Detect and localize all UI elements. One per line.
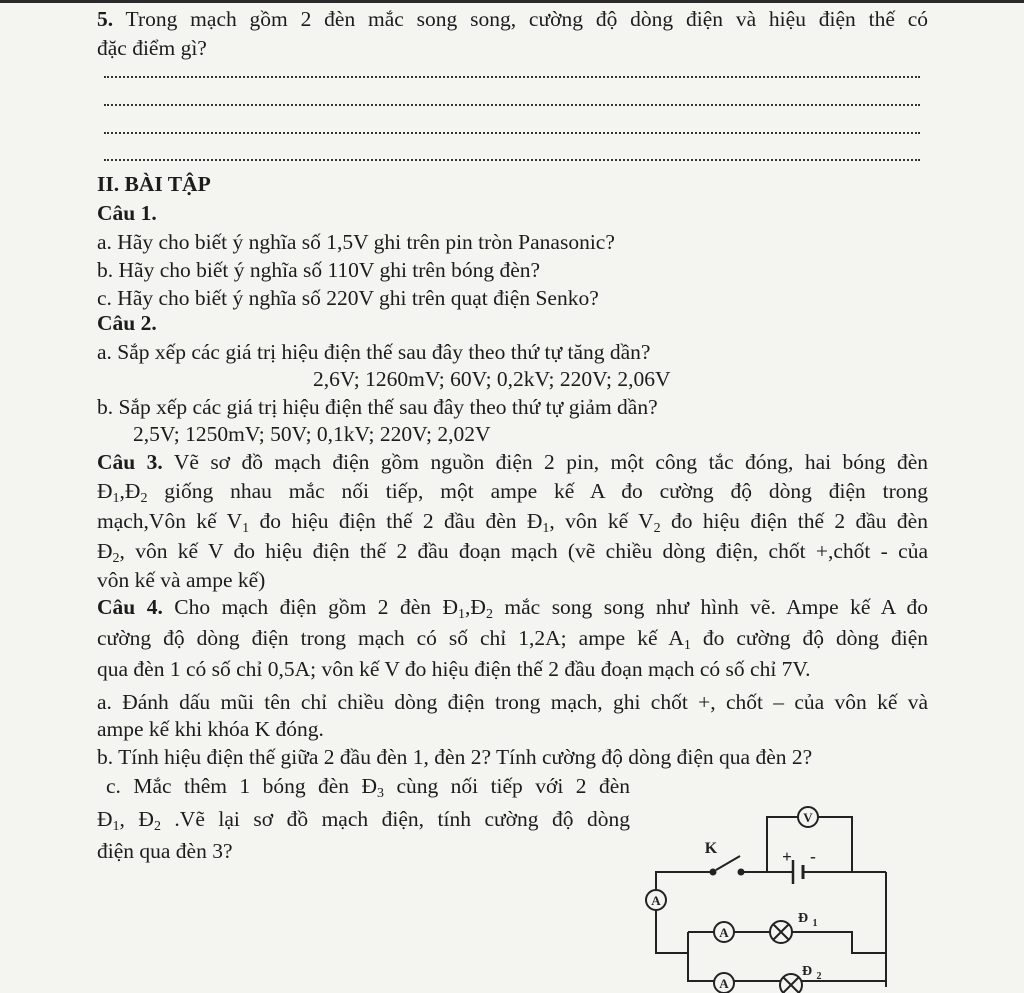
switch-label: K <box>704 840 718 857</box>
cau1-a: a. Hãy cho biết ý nghĩa số 1,5V ghi trên pin tròn Panasonic? <box>97 230 615 254</box>
cau1-c: c. Hãy cho biết ý nghĩa số 220V ghi trên quạt điện Senko? <box>97 286 599 310</box>
ammeter-label: A <box>651 893 661 908</box>
cau4-title: Câu 4. <box>97 595 163 619</box>
cau2-a-values: 2,6V; 1260mV; 60V; 0,2kV; 220V; 2,06V <box>313 367 671 391</box>
ammeter1-label: A <box>719 925 729 940</box>
cau4-line-1: Câu 4. Cho mạch điện gồm 2 đèn $Đ_1,Đ_2$ mắc song song như hình vẽ. Ampe kế A đo <box>97 595 928 622</box>
battery-plus-label: + <box>782 847 792 866</box>
cau4-line-3: qua đèn 1 có số chỉ 0,5A; vôn kế V đo hiệu điện thế 2 đầu đoạn mạch có số chỉ 7V. <box>97 657 811 681</box>
cau3-line-4: $Đ_2$, vôn kế V đo hiệu điện thế 2 đầu đoạn mạch (vẽ chiều dòng điện, chốt +,chốt - của <box>97 539 928 566</box>
cau2-title: Câu 2. <box>97 311 157 335</box>
cau3-line-5: vôn kế và ampe kế) <box>97 568 266 592</box>
main-left-bottom-wire <box>656 911 688 953</box>
answer-dotted-line <box>104 132 920 134</box>
cau3-line-3: mạch,Vôn kế $V_1$ đo hiệu điện thế 2 đầu đèn $Đ_1$, vôn kế $V_2$ đo hiệu điện thế 2 đầu đèn <box>97 509 928 536</box>
lamp2-cross-b <box>783 977 799 993</box>
cau4-c-line-2: $Đ_1$, $Đ_2$ .Vẽ lại sơ đồ mạch điện, tính cường độ dòng <box>97 807 630 834</box>
lamp1-cross-a <box>773 924 789 940</box>
ammeter-circle <box>646 890 666 910</box>
answer-dotted-line <box>104 76 920 78</box>
branch1-right-wire <box>792 932 886 953</box>
answer-dotted-line <box>104 104 920 106</box>
cau4-line-2: cường độ dòng điện trong mạch có số chỉ 1,2A; ampe kế $A_1$ đo cường độ dòng điện <box>97 626 928 653</box>
top-border <box>0 0 1024 3</box>
cau3-line-2: $Đ_1,Đ_2$ giống nhau mắc nối tiếp, một ampe kế A đo cường độ dòng điện trong <box>97 479 928 506</box>
cau3-title: Câu 3. <box>97 450 163 474</box>
lamp1-circle <box>770 921 792 943</box>
battery-minus-label: - <box>810 847 816 866</box>
cau3-line-1: Câu 3. Vẽ sơ đồ mạch điện gồm nguồn điện 2 pin, một công tắc đóng, hai bóng đèn <box>97 450 929 474</box>
cau1-b: b. Hãy cho biết ý nghĩa số 110V ghi trên bóng đèn? <box>97 258 541 282</box>
lamp2-label: Đ <box>801 964 813 979</box>
cau2-b: b. Sắp xếp các giá trị hiệu điện thế sau đây theo thứ tự giảm dần? <box>97 395 658 419</box>
main-left-top-wire <box>656 872 712 889</box>
switch-contact-right <box>738 869 745 876</box>
lamp1-cross-b <box>773 924 789 940</box>
q5-line-1: 5. Trong mạch gồm 2 đèn mắc song song, cường độ dòng điện và hiệu điện thế có <box>97 7 928 31</box>
voltmeter-circle <box>798 807 818 827</box>
cau4-c-line-3: điện qua đèn 3? <box>97 839 233 863</box>
lamp1-subscript: 1 <box>812 918 818 929</box>
ammeter2-label: A <box>719 976 729 991</box>
ammeter2-circle <box>714 973 734 993</box>
lamp2-circle <box>780 974 802 993</box>
lamp2-subscript: 2 <box>816 971 822 982</box>
answer-dotted-line <box>104 159 920 161</box>
section-title: II. BÀI TẬP <box>97 172 211 196</box>
cau2-a: a. Sắp xếp các giá trị hiệu điện thế sau đây theo thứ tự tăng dần? <box>97 340 651 364</box>
cau2-b-values: 2,5V; 1250mV; 50V; 0,1kV; 220V; 2,02V <box>133 422 491 446</box>
switch-contact-left <box>710 869 717 876</box>
ammeter1-circle <box>714 922 734 942</box>
lamp2-cross-a <box>783 977 799 993</box>
cau4-b: b. Tính hiệu điện thế giữa 2 đầu đèn 1, đèn 2? Tính cường độ dòng điện qua đèn 2? <box>97 745 813 769</box>
cau4-a-line-1: a. Đánh dấu mũi tên chỉ chiều dòng điện trong mạch, ghi chốt +, chốt – của vôn kế và <box>97 690 928 714</box>
q5-line-2: đặc điểm gì? <box>97 36 207 60</box>
branch2-left-wire <box>688 953 714 981</box>
cau1-title: Câu 1. <box>97 201 157 225</box>
lamp1-label: Đ <box>797 911 809 926</box>
cau4-c-line-1: c. Mắc thêm 1 bóng đèn $Đ_3$ cùng nối tiếp với 2 đèn <box>106 774 630 801</box>
voltmeter-label: V <box>803 810 813 825</box>
cau4-a-line-2: ampe kế khi khóa K đóng. <box>97 717 324 741</box>
